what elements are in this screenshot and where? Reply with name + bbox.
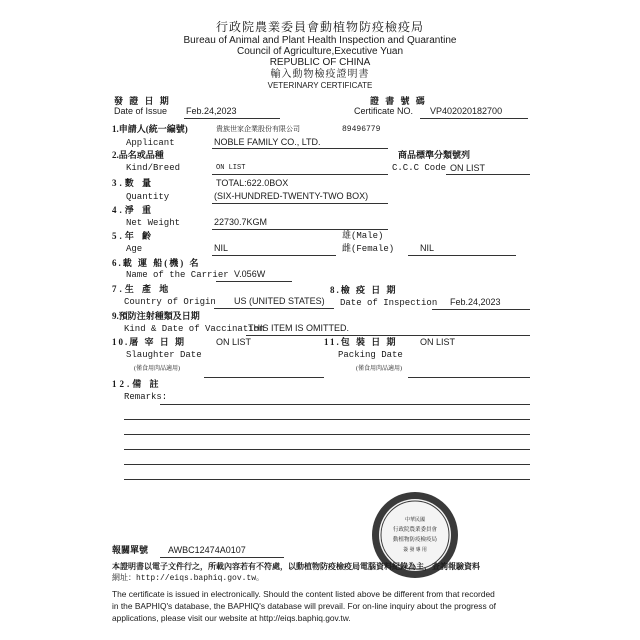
inspection-underline [432,309,530,310]
quantity-label-zh: 3.數 量 [112,178,155,188]
carrier-label-en: Name of the Carrier [126,270,229,280]
seal-line-2: 行政院農業委員會 [392,527,438,533]
kind-label-en: Kind/Breed [126,163,181,173]
net-weight-label-zh: 4.淨 重 [112,205,155,215]
ccc-label-en: C.C.C Code [392,163,447,173]
quantity-words: (SIX-HUNDRED-TWENTY-TWO BOX) [214,191,369,201]
packing-label-zh: 11.包 裝 日 期 [324,337,398,347]
female-underline [408,255,516,256]
applicant-id: 89496779 [342,125,381,134]
ccc-label-zh: 商品標準分類號列 [398,150,471,160]
remarks-line [124,449,530,450]
certificate-title-en: VETERINARY CERTIFICATE [267,81,373,90]
net-weight-label-en: Net Weight [126,218,181,228]
applicant-name-zh: 貴族世家企業股份有限公司 [216,125,300,133]
slaughter-note: (僅食用肉品適用) [134,366,180,372]
packing-label-en: Packing Date [338,350,403,360]
customs-no-label: 報關單號 [112,545,149,555]
carrier-label-zh: 6.載 運 船(機) 名 [112,258,201,268]
issue-date-label-zh: 發 證 日 期 [114,96,171,106]
cert-no-label-zh: 證 書 號 碼 [370,96,427,106]
cert-no-label-en: Certificate NO. [354,106,414,116]
origin-label-en: Country of Origin [124,297,216,307]
remarks-line [124,464,530,465]
applicant-name-en: NOBLE FAMILY CO., LTD. [214,137,321,147]
vaccination-underline [246,335,530,336]
female-label: 雌(Female) [342,244,395,254]
age-label-zh: 5.年 齡 [112,231,155,241]
ccc-value: ON LIST [450,163,486,173]
issue-date-value: Feb.24,2023 [186,106,237,116]
inspection-label-en: Date of Inspection [340,298,438,308]
net-weight-underline [212,229,388,230]
packing-underline [408,377,530,378]
origin-underline [214,308,334,309]
issue-date-label-en: Date of Issue [114,106,168,116]
net-weight-value: 22730.7KGM [214,217,268,227]
vaccination-label-en: Kind & Date of Vaccination [124,324,265,334]
notice-en-line-1: The certificate is issued in electronically. Should the content listed above be different from that recorded [112,589,495,599]
seal-line-3: 動植物防疫檢疫局 [392,537,438,543]
quantity-value: TOTAL:622.0BOX [216,178,289,188]
slaughter-underline [204,377,324,378]
female-value: NIL [420,243,435,253]
packing-value: ON LIST [420,337,456,347]
kind-underline [212,174,388,175]
slaughter-value: ON LIST [216,337,252,347]
remarks-line [124,419,530,420]
origin-label-zh: 7.生 產 地 [112,284,172,294]
slaughter-label-zh: 10.屠 宰 日 期 [112,337,187,347]
carrier-underline [216,281,292,282]
carrier-value: V.056W [234,269,266,279]
applicant-label-en: Applicant [126,138,175,148]
notice-zh-line-2: 網址：http://eiqs.baphiq.gov.tw。 [112,574,265,583]
notice-zh-line-1: 本證明書以電子文件行之，所載內容若有不符處，以動植物防疫檢疫局電腦資料紀錄為主，查詢報驗資料 [112,562,480,571]
customs-no-underline [160,557,284,558]
agency-title-zh: 行政院農業委員會動植物防疫檢疫局 [215,20,424,34]
remarks-line [124,479,530,480]
remarks-label-en: Remarks: [124,392,168,402]
issue-date-underline [184,118,280,119]
applicant-label-zh: 1.申請人(統一編號) [112,124,188,134]
vaccination-label-zh: 9.預防注射種類及日期 [112,311,200,321]
origin-value: US (UNITED STATES) [234,296,325,306]
kind-value: ON LIST [216,164,246,172]
remarks-line [124,434,530,435]
seal-line-4: 簽 發 專 用 [403,548,427,553]
slaughter-label-en: Slaughter Date [126,350,202,360]
cert-no-underline [420,118,528,119]
quantity-label-en: Quantity [126,192,170,202]
quantity-underline [212,203,388,204]
seal-line-1: 中華民國 [404,518,426,523]
council-title-en: Council of Agriculture,Executive Yuan [236,46,404,57]
age-underline [212,255,336,256]
vaccination-value: THIS ITEM IS OMITTED. [248,323,349,333]
age-label-en: Age [126,244,143,254]
cert-no-value: VP402020182700 [430,106,503,116]
age-value: NIL [214,243,229,253]
certificate-title-zh: 輸入動物檢疫證明書 [270,69,370,80]
agency-title-en: Bureau of Animal and Plant Health Inspection and Quarantine [183,35,457,46]
remarks-label-zh: 12.備 註 [112,379,162,389]
country-title-en: REPUBLIC OF CHINA [269,57,371,68]
kind-label-zh: 2.品名或品種 [112,150,164,160]
customs-no-value: AWBC12474A0107 [168,545,246,555]
applicant-underline [212,148,388,149]
male-label: 雄(Male) [342,231,384,241]
ccc-underline [446,174,530,175]
inspection-label-zh: 8.檢 疫 日 期 [330,285,398,295]
packing-note: (僅食用肉品適用) [356,366,402,372]
notice-en-line-3: applications, please visit our website at http://eiqs.baphiq.gov.tw. [112,613,351,623]
remarks-line [160,404,530,405]
notice-en-line-2: in the BAPHIQ's database, the BAPHIQ's database will prevail. For on-line inquiry about the progress of [112,601,496,611]
inspection-value: Feb.24,2023 [450,297,501,307]
